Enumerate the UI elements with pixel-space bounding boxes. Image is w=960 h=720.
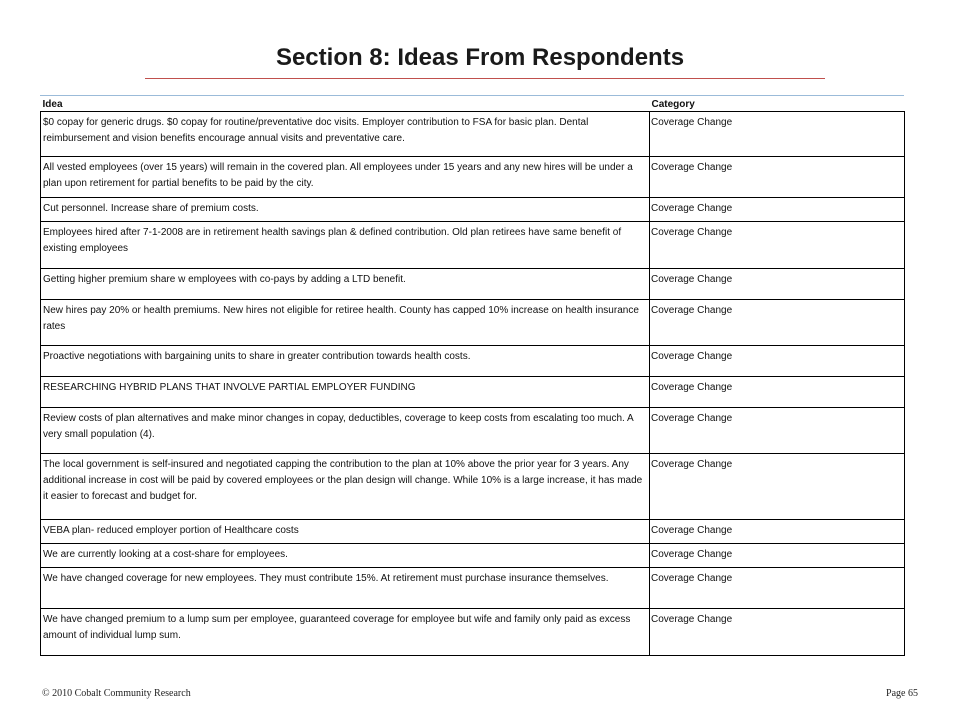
category-cell: Coverage Change — [650, 544, 905, 568]
footer-page-number: Page 65 — [886, 688, 918, 699]
idea-cell: Getting higher premium share w employees with co-pays by adding a LTD benefit. — [41, 269, 650, 300]
idea-cell: Proactive negotiations with bargaining units to share in greater contribution towards health costs. — [41, 346, 650, 377]
category-cell: Coverage Change — [650, 454, 905, 520]
table-header-row — [41, 97, 905, 112]
idea-cell: Employees hired after 7-1-2008 are in retirement health savings plan & defined contribution. Old plan retirees have same benefit of existing employees — [41, 222, 650, 269]
category-cell: Coverage Change — [650, 157, 905, 198]
category-cell: Coverage Change — [650, 198, 905, 222]
table-row — [41, 408, 905, 454]
table-row — [41, 454, 905, 520]
table-row — [41, 198, 905, 222]
table-row — [41, 520, 905, 544]
idea-cell: The local government is self-insured and negotiated capping the contribution to the plan at 10% above the prior year for 3 years. Any additional increase in cost will be paid by covered employees or the plan design will change. While 10% is a large increase, it has made it easier to forecast and budget for. — [41, 454, 650, 520]
idea-cell: VEBA plan- reduced employer portion of Healthcare costs — [41, 520, 650, 544]
idea-cell: We are currently looking at a cost-share for employees. — [41, 544, 650, 568]
page-title: Section 8: Ideas From Respondents — [275, 44, 685, 71]
category-cell: Coverage Change — [650, 520, 905, 544]
table-top-rule — [40, 95, 904, 96]
category-cell: Coverage Change — [650, 609, 905, 656]
table-row — [41, 222, 905, 269]
table-row — [41, 377, 905, 408]
category-cell: Coverage Change — [650, 112, 905, 157]
category-cell: Coverage Change — [650, 300, 905, 346]
table-row — [41, 568, 905, 609]
table-row — [41, 269, 905, 300]
idea-cell: Review costs of plan alternatives and make minor changes in copay, deductibles, coverage to keep costs from escalating too much. A very small population (4). — [41, 408, 650, 454]
idea-cell: Cut personnel. Increase share of premium costs. — [41, 198, 650, 222]
category-cell: Coverage Change — [650, 568, 905, 609]
category-cell: Coverage Change — [650, 222, 905, 269]
category-cell: Coverage Change — [650, 408, 905, 454]
category-cell: Coverage Change — [650, 346, 905, 377]
footer-copyright: © 2010 Cobalt Community Research — [42, 688, 191, 699]
title-underline — [145, 78, 825, 79]
column-header-category: Category — [650, 97, 905, 112]
idea-cell: New hires pay 20% or health premiums. New hires not eligible for retiree health. County has capped 10% increase on health insurance rates — [41, 300, 650, 346]
category-cell: Coverage Change — [650, 377, 905, 408]
table-row — [41, 300, 905, 346]
table-row — [41, 157, 905, 198]
idea-cell: We have changed premium to a lump sum per employee, guaranteed coverage for employee but wife and family only paid as excess amount of individual lump sum. — [41, 609, 650, 656]
table-row — [41, 112, 905, 157]
table-row — [41, 346, 905, 377]
category-cell: Coverage Change — [650, 269, 905, 300]
table-row — [41, 609, 905, 656]
idea-cell: All vested employees (over 15 years) will remain in the covered plan. All employees under 15 years and any new hires will be under a plan upon retirement for partial benefits to be paid by the city. — [41, 157, 650, 198]
ideas-table — [40, 97, 905, 656]
idea-cell: RESEARCHING HYBRID PLANS THAT INVOLVE PARTIAL EMPLOYER FUNDING — [41, 377, 650, 408]
idea-cell: We have changed coverage for new employees. They must contribute 15%. At retirement must purchase insurance themselves. — [41, 568, 650, 609]
table-row — [41, 544, 905, 568]
idea-cell: $0 copay for generic drugs. $0 copay for routine/preventative doc visits. Employer contribution to FSA for basic plan. Dental reimbursement and vision benefits encourage annual visits and preventative care. — [41, 112, 650, 157]
column-header-idea: Idea — [41, 97, 650, 112]
